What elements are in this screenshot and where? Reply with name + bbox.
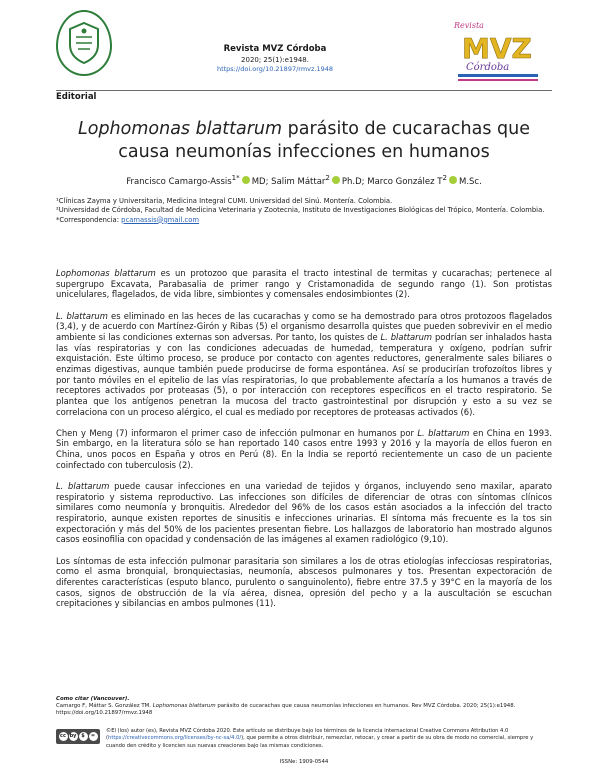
species-italic: L. blattarum xyxy=(380,331,433,342)
journal-header xyxy=(180,44,370,73)
license-part: ©El (los) autor (es), Revista MVZ Córdoba 2020. Este artículo se distribuye bajo los términos de la licencia internacional Creative Commons Attribution 4.0 ( xyxy=(106,728,509,742)
license-link[interactable]: https://creativecommons.org/licenses/by-nc-sa/4.0/ xyxy=(108,735,242,742)
paragraph-4 xyxy=(56,481,552,545)
section-label: Editorial xyxy=(56,92,97,102)
paragraph-text: es eliminado en las heces de las cucarachas y como se ha demostrado para otros protozoos flagelados (3,4), y de acuerdo con Martínez-Girón y Ribas (5) el organismo desarrolla quistes que pueden sobrevivir en el medio ambiente si las condiciones externas son adversas. Por tanto, los quistes de xyxy=(56,310,553,342)
university-seal-icon xyxy=(56,10,112,76)
author-affil: 2 xyxy=(325,173,330,182)
paragraph-2 xyxy=(56,311,552,418)
article-body xyxy=(56,268,552,620)
how-to-cite xyxy=(56,696,552,718)
author-affil: 1* xyxy=(231,173,240,182)
paragraph-5 xyxy=(56,556,552,609)
journal-logo xyxy=(452,16,548,86)
creative-commons-icon[interactable]: cc by $ = xyxy=(56,729,100,744)
journal-volume: 2020; 25(1):e1948. xyxy=(241,56,309,64)
affiliation-2: ²Universidad de Córdoba, Facultad de Medicina Veterinaria y Zootecnia, Instituto de Investigaciones Biológicas del Trópico, Montería. Colombia. xyxy=(56,206,545,215)
title-rest: parásito de cucarachas que causa neumonías infecciones en humanos xyxy=(118,119,531,162)
correspondence xyxy=(56,216,552,225)
citation-label: Como citar (Vancouver). xyxy=(56,696,130,702)
svg-text:Revista: Revista xyxy=(454,21,484,30)
paragraph-text: puede causar infecciones en una variedad de tejidos y órganos, incluyendo seno maxilar, aparato respiratorio y sistema reproductivo. Las infecciones son difíciles de diferenciar de otras con síntomas clínicos similares como neumonía y bronquitis. Alrededor del 96% de los casos están asociados a la infección del tracto respiratorio, aunque existen reportes de sinusitis e infecciones urinarias. El síntoma más frecuente es la tos sin expectoración y más del 50% de los pacientes presentan fiebre. Los hallazgos de laboratorio han mostrado algunos casos eosinofilia con opacidad y condensación de las imágenes al examen radiológico (9,10). xyxy=(56,481,552,545)
paragraph-1 xyxy=(56,268,552,300)
paragraph-text: en China en 1993. Sin embargo, en la literatura sólo se han reportado 140 casos entre 1993 y 2016 y la mayoría de ellos fueron en China, unos pocos en España y otros en Perú (8). En la India se reportó recientemente un caso de un paciente coinfectado con tuberculosis (2). xyxy=(56,427,553,470)
orcid-icon[interactable] xyxy=(242,176,250,184)
author-degree: M.Sc. xyxy=(458,176,482,187)
author-degree: Ph.D; xyxy=(341,176,365,187)
citation-rest: parásito de cucarachas que causa neumonías infecciones en humanos. Rev MVZ Córdoba. 2020; 25(1):e1948. https://doi.org/10.21897/rmvz.1948 xyxy=(56,703,516,717)
license-part: ), que permite a otros distribuir, remezclar, retocar, y crear a partir de su obra de modo no comercial, siempre y cuando den crédito y licencien sus nuevas creaciones bajo las mismas condiciones. xyxy=(106,735,534,749)
correspondence-email[interactable]: pcamassis@gmail.com xyxy=(121,215,200,224)
header-divider xyxy=(56,90,552,91)
citation-species: Lophomonas blattarum xyxy=(152,703,216,710)
author-degree: MD; xyxy=(251,176,269,187)
svg-text:Córdoba: Córdoba xyxy=(466,62,510,73)
orcid-icon[interactable] xyxy=(449,176,457,184)
author-name: Salim Máttar xyxy=(271,176,326,187)
affiliation-1: ¹Clínicas Zayma y Universitaria, Medicina Integral CUMI. Universidad del Sinú. Montería. Colombia. xyxy=(56,197,393,205)
paragraph-text: Chen y Meng (7) informaron el primer caso de infección pulmonar en humanos por xyxy=(56,427,418,438)
license-block xyxy=(56,728,552,750)
paragraph-text: Los síntomas de esta infección pulmonar parasitaria son similares a los de otras etiologías infecciosas respiratorias, como el asma bronquial, bronquiectasias, neumonía, abscesos pulmonares y tos. Presentan expectoración de diferentes características (esputo blanco, purulento o sanguinolento), fiebre entre 37.5 y 39°C en la mayoría de los casos, signos de obstrucción de la vía aérea, disnea, opresión del pecho y a la auscultación se escuchan crepitaciones y sibilancias en ambos pulmones (11). xyxy=(56,555,552,609)
svg-text:MVZ: MVZ xyxy=(462,32,532,65)
species-italic: L. blattarum xyxy=(56,481,110,492)
species-italic: L. blattarum xyxy=(417,427,470,438)
paragraph-3 xyxy=(56,428,552,471)
author-name: Francisco Camargo-Assis xyxy=(126,176,232,187)
orcid-icon[interactable] xyxy=(332,176,340,184)
doi-link[interactable]: https://doi.org/10.21897/rmvz.1948 xyxy=(216,65,334,73)
article-title xyxy=(56,118,552,164)
correspondence-label: *Correspondencia: xyxy=(56,215,122,224)
author-affil: 2 xyxy=(442,173,447,182)
issn: ISSNe: 1909-0544 xyxy=(279,759,329,765)
journal-name: Revista MVZ Córdoba xyxy=(223,44,327,54)
title-species: Lophomonas blattarum xyxy=(77,119,283,139)
affiliations xyxy=(56,197,552,225)
author-list xyxy=(56,173,552,187)
paragraph-text: es un protozoo que parasita el tracto intestinal de termitas y cucarachas; pertenece al supergrupo Excavata, Parabasalia de primer rango y Cristamonadida de segundo rango (1). Son protistas unicelulares, flagelados, de vida libre, simbiontes y comensales endosimbiontes (2). xyxy=(56,268,553,300)
citation-authors: Camargo F, Máttar S. González TM. xyxy=(56,703,153,710)
license-text xyxy=(106,728,552,750)
author-name: Marco González T xyxy=(367,176,443,187)
species-italic: L. blattarum xyxy=(56,310,108,321)
citation-text xyxy=(56,703,552,717)
species-italic: Lophomonas blattarum xyxy=(56,268,156,278)
paragraph-text: podrían ser inhalados hasta las vías respiratorias y con las condiciones adecuadas de humedad, temperatura y oxígeno, podrían sufrir exquistación. Este último proceso, se produce por contacto con agentes reductores, generalmente sales biliares o enzimas digestivas, aunque también puede producirse de forma espontánea. Así se producirían trofozoítos libres y por tanto móviles en el epitelio de las vías respiratorias, lo que probablemente afectaría a los humanos a través de receptores activados por proteasas (5), o por interacción con receptores específicos en el tracto respiratorio. Se plantea que los antígenos penetran la mucosa del tracto gastrointestinal por disrupción y esto a su vez se correlaciona con un proceso alérgico, el cual es mediado por receptores de proteasas activados (6). xyxy=(56,331,553,417)
